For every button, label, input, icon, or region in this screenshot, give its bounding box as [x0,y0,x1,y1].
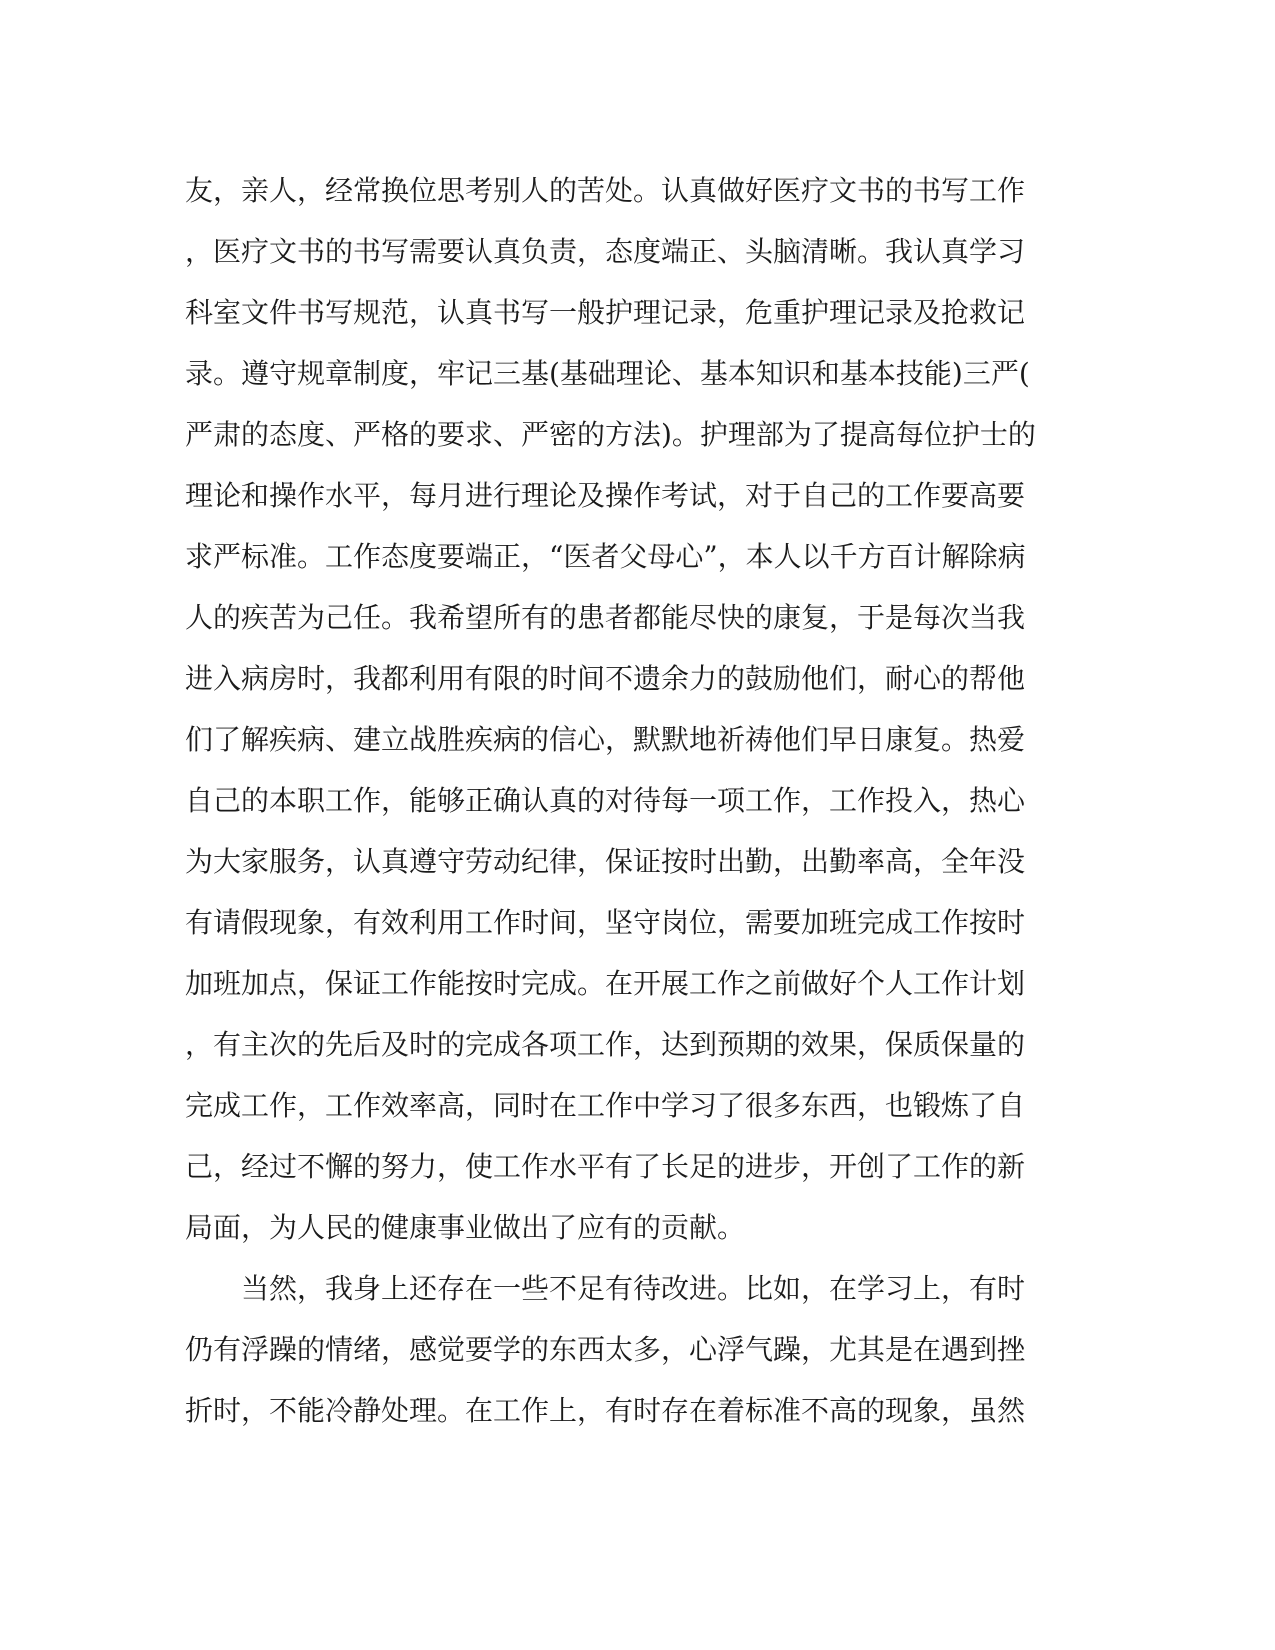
text-line: 加班加点，保证工作能按时完成。在开展工作之前做好个人工作计划 [185,967,1026,1000]
text-line: 为大家服务，认真遵守劳动纪律，保证按时出勤，出勤率高，全年没 [185,845,1026,878]
paragraph [185,160,1065,1258]
text-line: 严肃的态度、严格的要求、严密的方法)。护理部为了提高每位护士的 [185,418,1036,451]
text-line: 局面，为人民的健康事业做出了应有的贡献。 [185,1211,746,1244]
text-line: 己，经过不懈的努力，使工作水平有了长足的进步，开创了工作的新 [185,1150,1026,1183]
text-line: 录。遵守规章制度，牢记三基(基础理论、基本知识和基本技能)三严( [185,357,1030,390]
text-line: 自己的本职工作，能够正确认真的对待每一项工作，工作投入，热心 [185,784,1026,817]
text-line: 们了解疾病、建立战胜疾病的信心，默默地祈祷他们早日康复。热爱 [185,723,1026,756]
text-line: 理论和操作水平，每月进行理论及操作考试，对于自己的工作要高要 [185,479,1026,512]
text-line: 折时，不能冷静处理。在工作上，有时存在着标准不高的现象，虽然 [185,1394,1026,1427]
text-line: 有请假现象，有效利用工作时间，坚守岗位，需要加班完成工作按时 [185,906,1026,939]
text-line: 仍有浮躁的情绪，感觉要学的东西太多，心浮气躁，尤其是在遇到挫 [185,1333,1026,1366]
body-text [185,160,1065,1441]
text-line: 当然，我身上还存在一些不足有待改进。比如，在学习上，有时 [185,1272,1026,1305]
text-line: ，有主次的先后及时的完成各项工作，达到预期的效果，保质保量的 [185,1028,1026,1061]
text-line: 进入病房时，我都利用有限的时间不遗余力的鼓励他们，耐心的帮他 [185,662,1026,695]
text-line: ，医疗文书的书写需要认真负责，态度端正、头脑清晰。我认真学习 [185,235,1026,268]
text-line: 求严标准。工作态度要端正，“医者父母心”，本人以千方百计解除病 [185,540,1026,573]
paragraph [185,1258,1065,1441]
text-line: 人的疾苦为己任。我希望所有的患者都能尽快的康复，于是每次当我 [185,601,1026,634]
text-line: 友，亲人，经常换位思考别人的苦处。认真做好医疗文书的书写工作 [185,174,1026,207]
text-line: 完成工作，工作效率高，同时在工作中学习了很多东西，也锻炼了自 [185,1089,1026,1122]
text-line: 科室文件书写规范，认真书写一般护理记录，危重护理记录及抢救记 [185,296,1026,329]
